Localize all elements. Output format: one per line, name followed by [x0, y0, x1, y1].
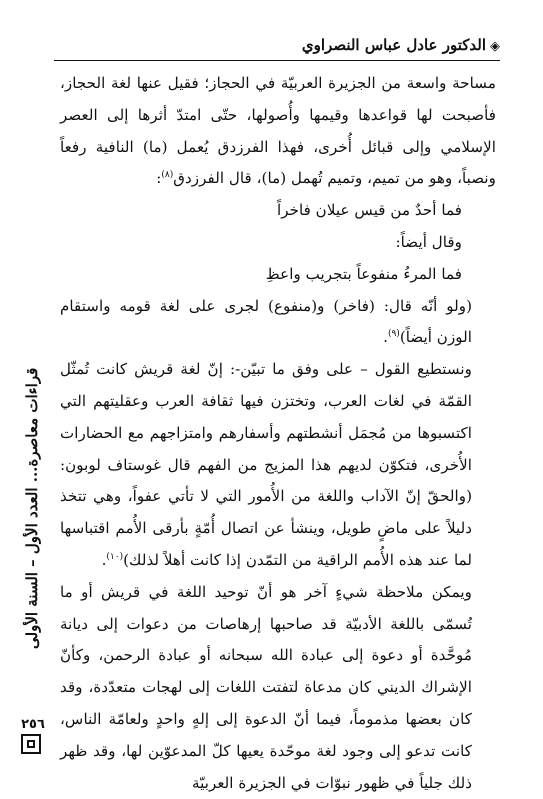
footnote-ref: (١٠) [106, 551, 124, 562]
footnote-ref: (٩) [387, 329, 400, 340]
paragraph: مساحة واسعة من الجزيرة العربيّة في الحجاز؛ فقيل عنها لغة الحجاز، فأصبحت لها قواعدها وقيمها وأُصولها، حتّى امتدّ أثرها إلى العصر الإسلامي وإلى قبائل أُخرى، فهذا الفرزدق يُعمل (ما) النافية رفعاً ونصباً، وهو من تميم، وتميم تُهمل (ما)، قال الفرزدق$^{(٨)}$: [60, 74, 496, 188]
author-name: الدكتور عادل عباس النصراوي [301, 36, 486, 54]
page-number: ٢٥٦ [21, 717, 45, 732]
verse-line: فما أحدٌ من قيس عيلان فاخراً [276, 201, 462, 220]
body-text [60, 68, 496, 799]
verse-line: فما المرءُ منفوعاً بتجريب واعظِ [265, 264, 462, 283]
diamond-ornament-icon: ◈ [490, 39, 500, 54]
footnote-ref: (٨) [161, 170, 174, 181]
journal-title: قراءات معاصرة... العدد الأول – السنة الأولى [23, 367, 41, 649]
paragraph: ويمكن ملاحظة شيءٍ آخر هو أنّ توحيد اللغة في قريش أو ما تُسمّى باللغة الأدبيّة قد صاحبها إرهاصات من دعوات إلى ديانة مُوحَّدة أو دعوة إلى عبادة الله سبحانه أو عبادة الرحمن، وكأنّ الإشراك الديني كان مدعاة لتفتت اللغات إلى لهجات متعدّدة، وقد كان بعضها مذموماً، فيما أنّ الدعوة إلى إلهٍ واحدٍ ولعامّة الناس، كانت تدعو إلى وجود لغة موحّدة يعيها كلّ المدعوّين لها، وقد ظهر ذلك جلياً في ظهور نبوّات في الجزيرة العربيّة [60, 582, 472, 792]
journal-sidebar [6, 300, 41, 716]
quote-paragraph: (ولو أنّه قال: (فاخر) و(منفوع) لجرى على لغة قومه واستقام الوزن أيضاً)$^{(٩)}$. [60, 296, 472, 347]
paragraph: ونستطيع القول – على وفق ما تبيّن-: إنّ لغة قريش كانت تُمثّل القمّة في لغات العرب، وتختزن فيها ثقافة العرب وعقليتهم التي اكتسبوها من مُجمَل أنشطتهم وأسفارهم وامتزاجهم مع الحضارات الأُخرى، فتكوّن لديهم هذا المزيج من الفهم قال غوستاف لوبون: (والحقّ إنّ الآداب واللغة من الأُمور التي لا تأتي عفواً، وهي تتخذ دليلاً على ماضٍ طويل، وينشأ عن اتصال أُمّةٍ بأرقى الأُمم اقتباسها لما عند هذه الأُمم الراقية من التمّدن إذا كانت أهلاً لذلك)$^{(١٠)}$. [60, 360, 472, 569]
verse-intro: وقال أيضاً: [395, 232, 462, 251]
page-marker-icon [21, 734, 41, 754]
header-rule [54, 60, 500, 61]
running-header [0, 36, 500, 54]
